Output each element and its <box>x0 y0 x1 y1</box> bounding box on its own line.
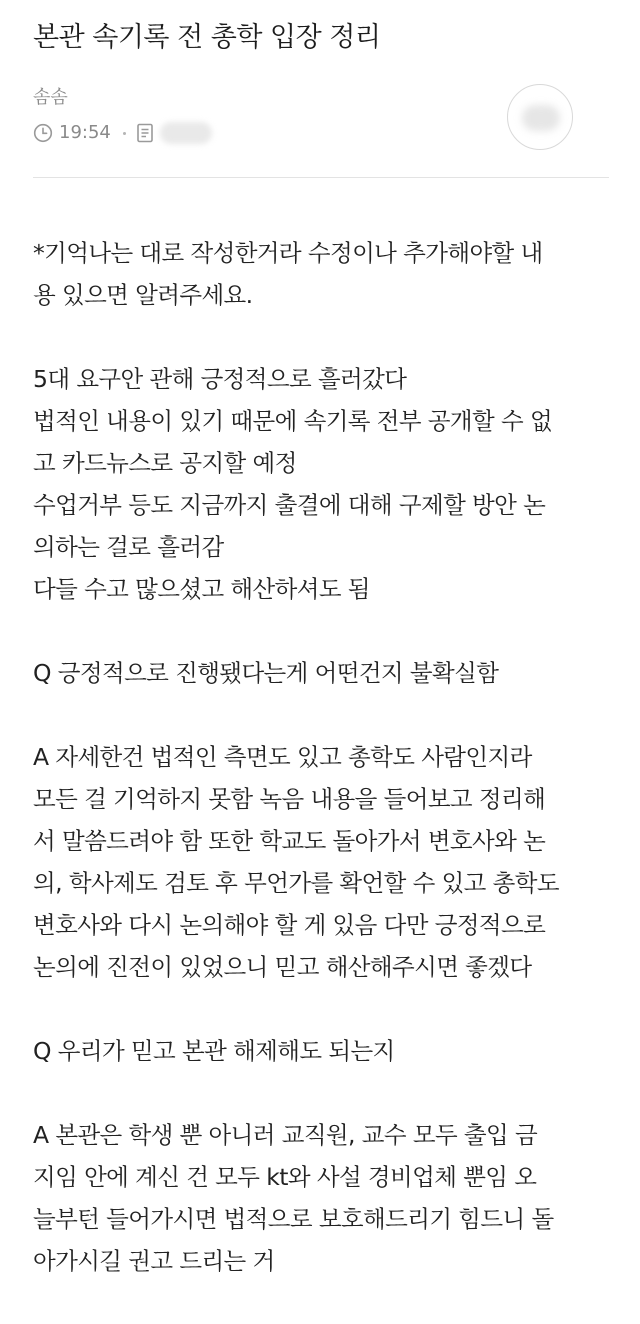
paragraph-question-1 <box>33 652 623 694</box>
text-line: 다들 수고 많으셨고 해산하셔도 됨 <box>33 575 370 603</box>
text-line: 서 말씀드려야 함 또한 학교도 돌아가서 변호사와 논 <box>33 827 546 855</box>
avatar-image-blurred <box>522 105 560 131</box>
text-line: 논의에 진전이 있었으니 믿고 해산해주시면 좋겠다 <box>33 953 532 981</box>
text-line: 법적인 내용이 있기 때문에 속기록 전부 공개할 수 없 <box>33 407 553 435</box>
post-title: 본관 속기록 전 총학 입장 정리 <box>33 22 381 53</box>
paragraph-question-2 <box>33 1030 623 1072</box>
paragraph-note <box>33 232 623 316</box>
paragraph-summary <box>33 358 623 610</box>
meta-separator <box>123 132 126 135</box>
text-line: 늘부턴 들어가시면 법적으로 보호해드리기 힘드니 돌 <box>33 1205 554 1233</box>
header-divider <box>33 177 609 178</box>
text-line: A 자세한건 법적인 측면도 있고 총학도 사람인지라 <box>33 743 532 771</box>
text-line: 수업거부 등도 지금까지 출결에 대해 구제할 방안 논 <box>33 491 546 519</box>
text-line: Q 긍정적으로 진행됐다는게 어떤건지 불확실함 <box>33 659 499 687</box>
text-line: 모든 걸 기억하지 못함 녹음 내용을 들어보고 정리해 <box>33 785 546 813</box>
text-line: 아가시길 권고 드리는 거 <box>33 1247 275 1275</box>
text-line: A 본관은 학생 뿐 아니러 교직원, 교수 모두 출입 금 <box>33 1121 538 1149</box>
text-line: *기억나는 대로 작성한거라 수정이나 추가해야할 내 <box>33 239 543 267</box>
text-line: 지임 안에 계신 건 모두 kt와 사설 경비업체 뿐임 오 <box>33 1163 537 1191</box>
text-line: 고 카드뉴스로 공지할 예정 <box>33 449 297 477</box>
paragraph-answer-2 <box>33 1114 623 1282</box>
text-line: Q 우리가 믿고 본관 해제해도 되는지 <box>33 1037 395 1065</box>
blurred-count <box>160 122 212 144</box>
text-line: 의하는 걸로 흘러감 <box>33 533 224 561</box>
paragraph-answer-1 <box>33 736 623 988</box>
clock-icon <box>33 123 53 143</box>
text-line: 5대 요구안 관해 긍정적으로 흘러갔다 <box>33 365 407 393</box>
text-line: 변호사와 다시 논의해야 할 게 있음 다만 긍정적으로 <box>33 911 546 939</box>
post-meta <box>33 120 212 146</box>
post-body <box>33 232 623 1324</box>
text-line: 의, 학사제도 검토 후 무언가를 확언할 수 있고 총학도 <box>33 869 559 897</box>
document-icon <box>136 123 154 143</box>
author-name[interactable]: 솜솜 <box>33 87 68 108</box>
text-line: 용 있으면 알려주세요. <box>33 281 253 309</box>
post-time: 19:54 <box>59 122 111 143</box>
profile-avatar[interactable] <box>507 84 573 150</box>
